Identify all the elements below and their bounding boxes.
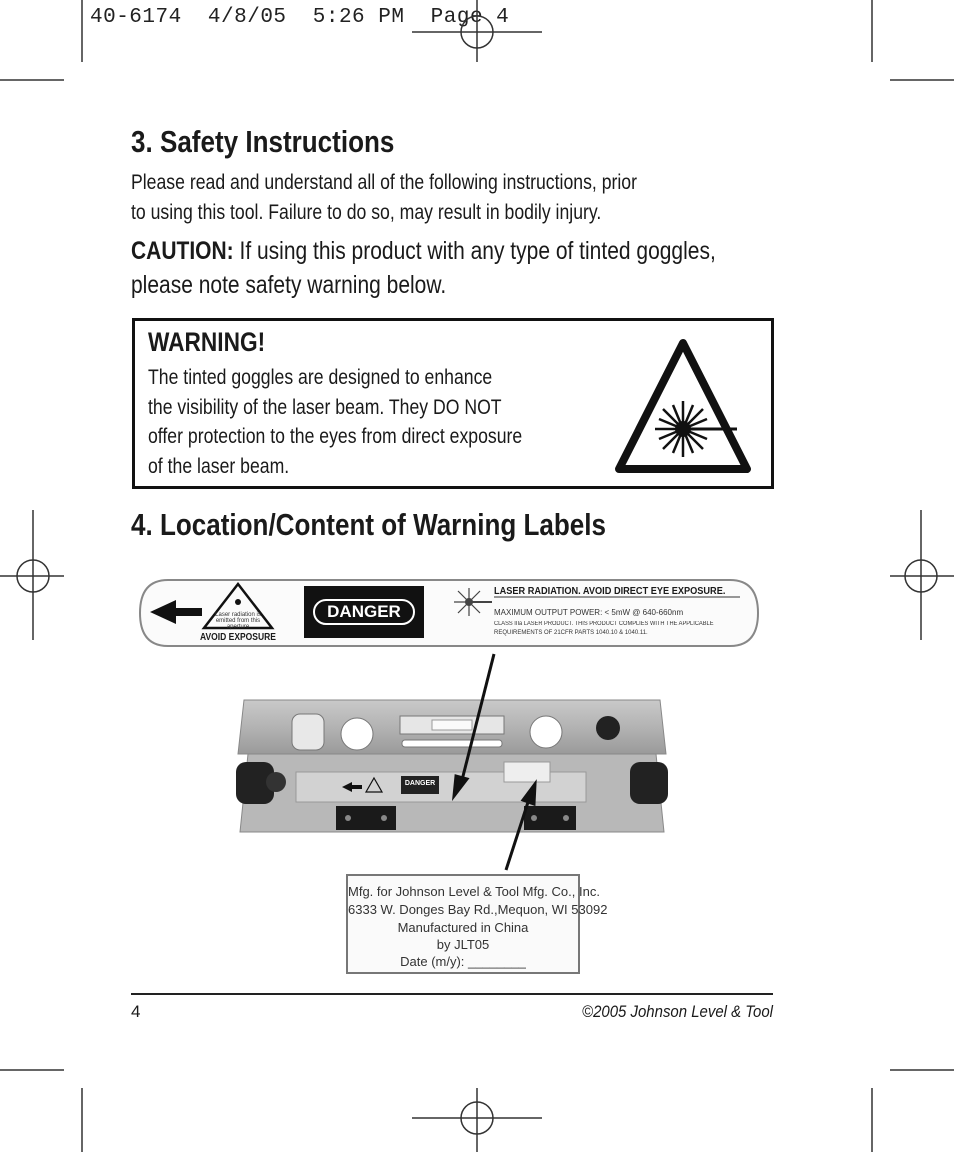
mfg-line-2: 6333 W. Donges Bay Rd.,Mequon, WI 53092 [348, 902, 608, 917]
arrow-to-mfg-label [506, 796, 530, 870]
mfg-line-4: by JLT05 [436, 937, 490, 952]
mfg-line-5: Date (m/y): ________ [400, 954, 526, 969]
danger-text: DANGER [327, 602, 401, 621]
radiation-heading: LASER RADIATION. AVOID DIRECT EYE EXPOSURE. [494, 586, 726, 597]
pointer-arrows [440, 648, 550, 874]
caution-label: CAUTION: [131, 237, 234, 265]
caution-paragraph [131, 234, 786, 302]
warning-label-strip [138, 578, 760, 648]
section-3-title: 3. Safety Instructions [131, 124, 395, 159]
section-4-title: 4. Location/Content of Warning Labels [131, 507, 606, 542]
manufacturer-label [346, 874, 608, 974]
warning-line-4: of the laser beam. [148, 454, 290, 478]
warning-box [132, 318, 774, 489]
max-output-text: MAXIMUM OUTPUT POWER: < 5mW @ 640-660nm [494, 608, 684, 617]
small-label-line-2: emitted from this aperture [215, 618, 261, 630]
class-line-2: REQUIREMENTS OF 21CFR PARTS 1040.10 & 1040.11. [494, 630, 648, 636]
warning-text [148, 363, 618, 481]
print-slug: 40-6174 4/8/05 5:26 PM Page 4 [90, 6, 510, 29]
footer-rule [131, 993, 773, 995]
tool-danger-text: DANGER [404, 780, 436, 787]
intro-line-1: Please read and understand all of the following instructions, prior [131, 171, 637, 194]
warning-title: WARNING! [148, 327, 266, 357]
warning-line-1: The tinted goggles are designed to enhance [148, 366, 493, 389]
arrow-to-top-label [460, 654, 494, 788]
small-label-line-1: Laser radiation is [215, 612, 261, 618]
class-line-1: CLASS IIIa LASER PRODUCT. THIS PRODUCT COMPLIES WITH THE APPLICABLE [494, 621, 714, 627]
avoid-exposure-text: AVOID EXPOSURE [200, 632, 276, 643]
safety-intro-paragraph [131, 168, 753, 228]
small-label-text [214, 612, 262, 630]
warning-line-3: offer protection to the eyes from direct exposure [148, 425, 523, 448]
mfg-line-1: Mfg. for Johnson Level & Tool Mfg. Co., Inc. [348, 884, 600, 899]
intro-line-2: to using this tool. Failure to do so, may result in bodily injury. [131, 201, 602, 224]
caution-text-2: please note safety warning below. [131, 271, 447, 299]
copyright-text: ©2005 Johnson Level & Tool [582, 1002, 773, 1021]
caution-text-1: If using this product with any type of tinted goggles, [233, 237, 716, 265]
laser-hazard-icon [613, 337, 753, 475]
page-number: 4 [131, 1002, 141, 1021]
mfg-line-3: Manufactured in China [397, 920, 529, 935]
warning-line-2: the visibility of the laser beam. They DO NOT [148, 395, 502, 419]
